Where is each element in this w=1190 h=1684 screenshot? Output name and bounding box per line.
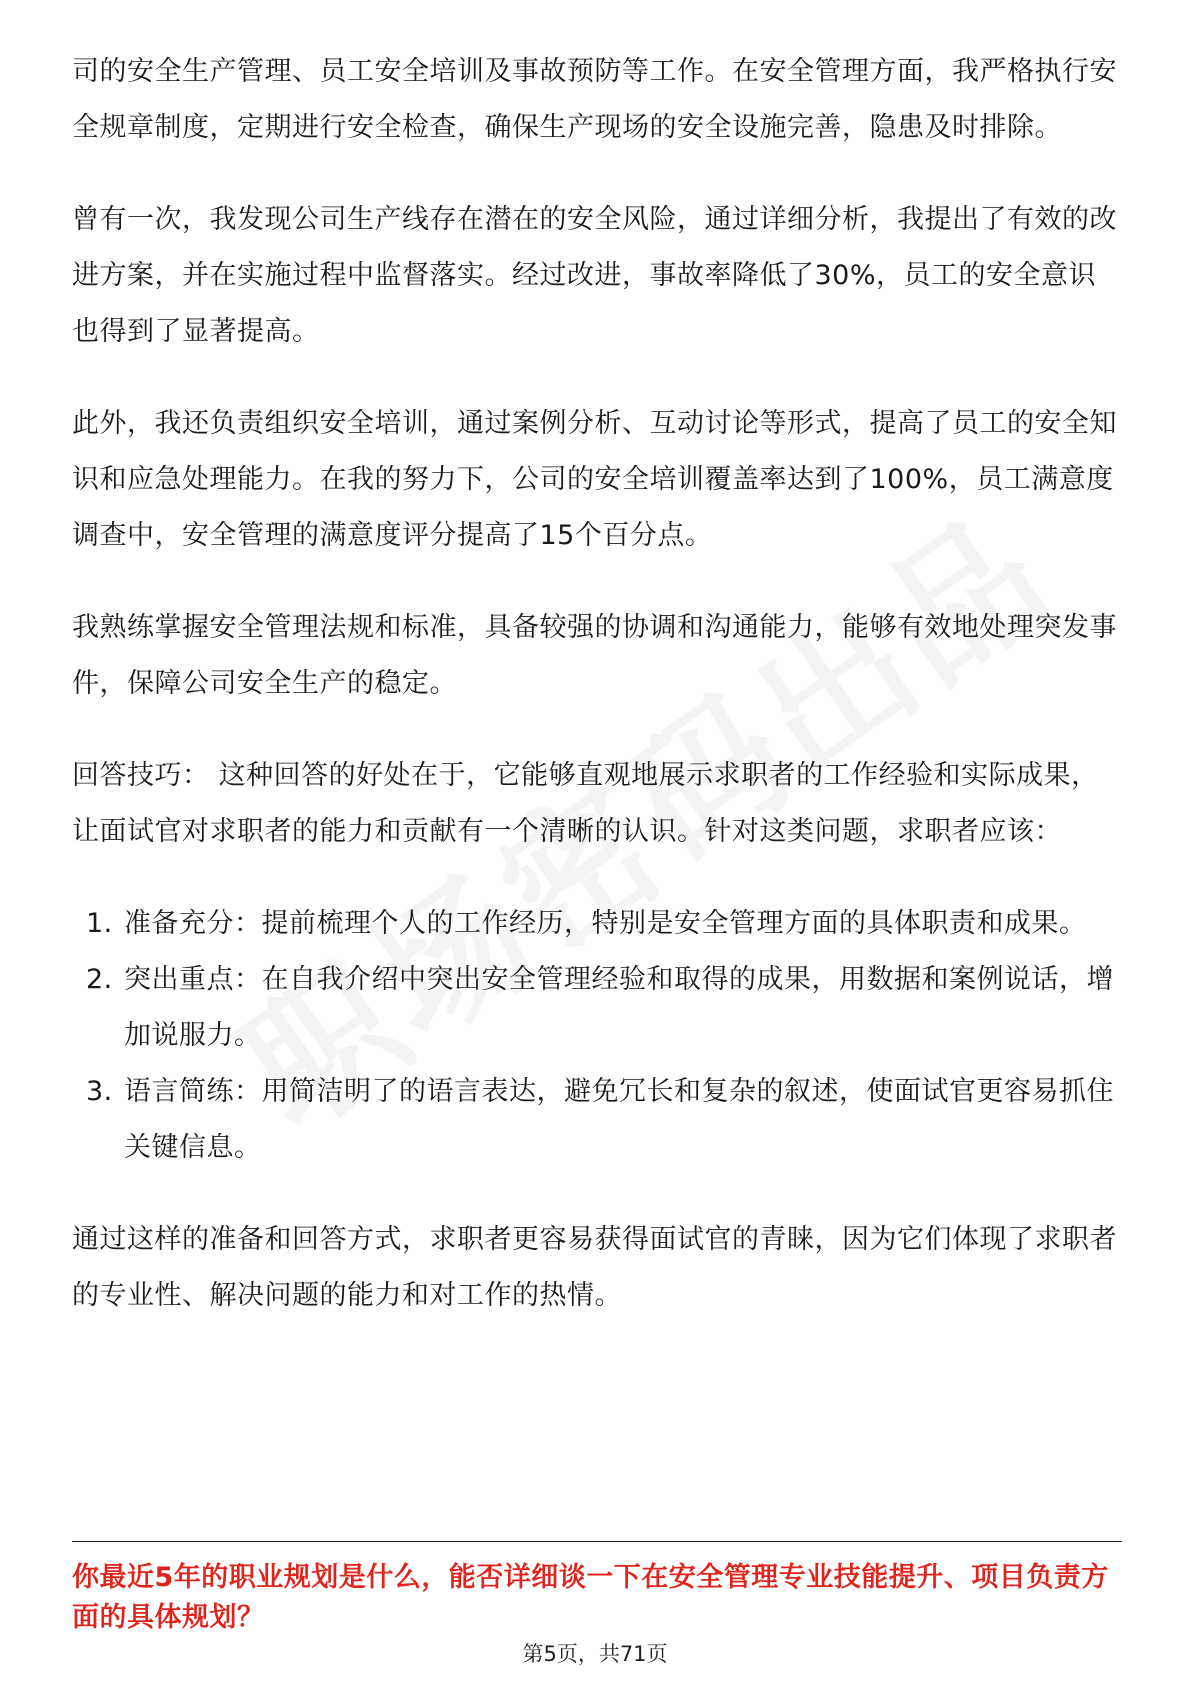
- tips-list: [72, 896, 1122, 1176]
- list-text: 突出重点：在自我介绍中突出安全管理经验和取得的成果，用数据和案例说话，增加说服力。: [124, 964, 1114, 1051]
- list-item: [72, 896, 1122, 952]
- paragraph-1: 司的安全生产管理、员工安全培训及事故预防等工作。在安全管理方面，我严格执行安全规章制度，定期进行安全检查，确保生产现场的安全设施完善，隐患及时排除。: [72, 56, 1117, 143]
- main-content: [72, 44, 1122, 1360]
- page-footer: 第5页，共71页: [522, 1642, 668, 1666]
- list-number: 1.: [86, 908, 113, 939]
- list-text: 准备充分：提前梳理个人的工作经历，特别是安全管理方面的具体职责和成果。: [124, 908, 1087, 939]
- paragraph-4: 我熟练掌握安全管理法规和标准，具备较强的协调和沟通能力，能够有效地处理突发事件，保障公司安全生产的稳定。: [72, 612, 1117, 699]
- list-number: 2.: [86, 964, 113, 995]
- list-item: [72, 1064, 1122, 1176]
- list-item: [72, 952, 1122, 1064]
- paragraph-3: 此外，我还负责组织安全培训，通过案例分析、互动讨论等形式，提高了员工的安全知识和应急处理能力。在我的努力下，公司的安全培训覆盖率达到了100%，员工满意度调查中，安全管理的满意度评分提高了15个百分点。: [72, 408, 1117, 551]
- closing-paragraph: 通过这样的准备和回答方式，求职者更容易获得面试官的青睐，因为它们体现了求职者的专业性、解决问题的能力和对工作的热情。: [72, 1224, 1117, 1311]
- answer-tips-intro: 回答技巧： 这种回答的好处在于，它能够直观地展示求职者的工作经验和实际成果，让面试官对求职者的能力和贡献有一个清晰的认识。针对这类问题，求职者应该：: [72, 760, 1099, 847]
- paragraph-2: 曾有一次，我发现公司生产线存在潜在的安全风险，通过详细分析，我提出了有效的改进方案，并在实施过程中监督落实。经过改进，事故率降低了30%，员工的安全意识也得到了显著提高。: [72, 204, 1117, 347]
- list-number: 3.: [86, 1076, 113, 1107]
- list-text: 语言简练：用简洁明了的语言表达，避免冗长和复杂的叙述，使面试官更容易抓住关键信息。: [124, 1076, 1114, 1163]
- section-divider: [72, 1541, 1122, 1542]
- next-question-heading: 你最近5年的职业规划是什么，能否详细谈一下在安全管理专业技能提升、项目负责方面的具体规划？: [72, 1562, 1109, 1633]
